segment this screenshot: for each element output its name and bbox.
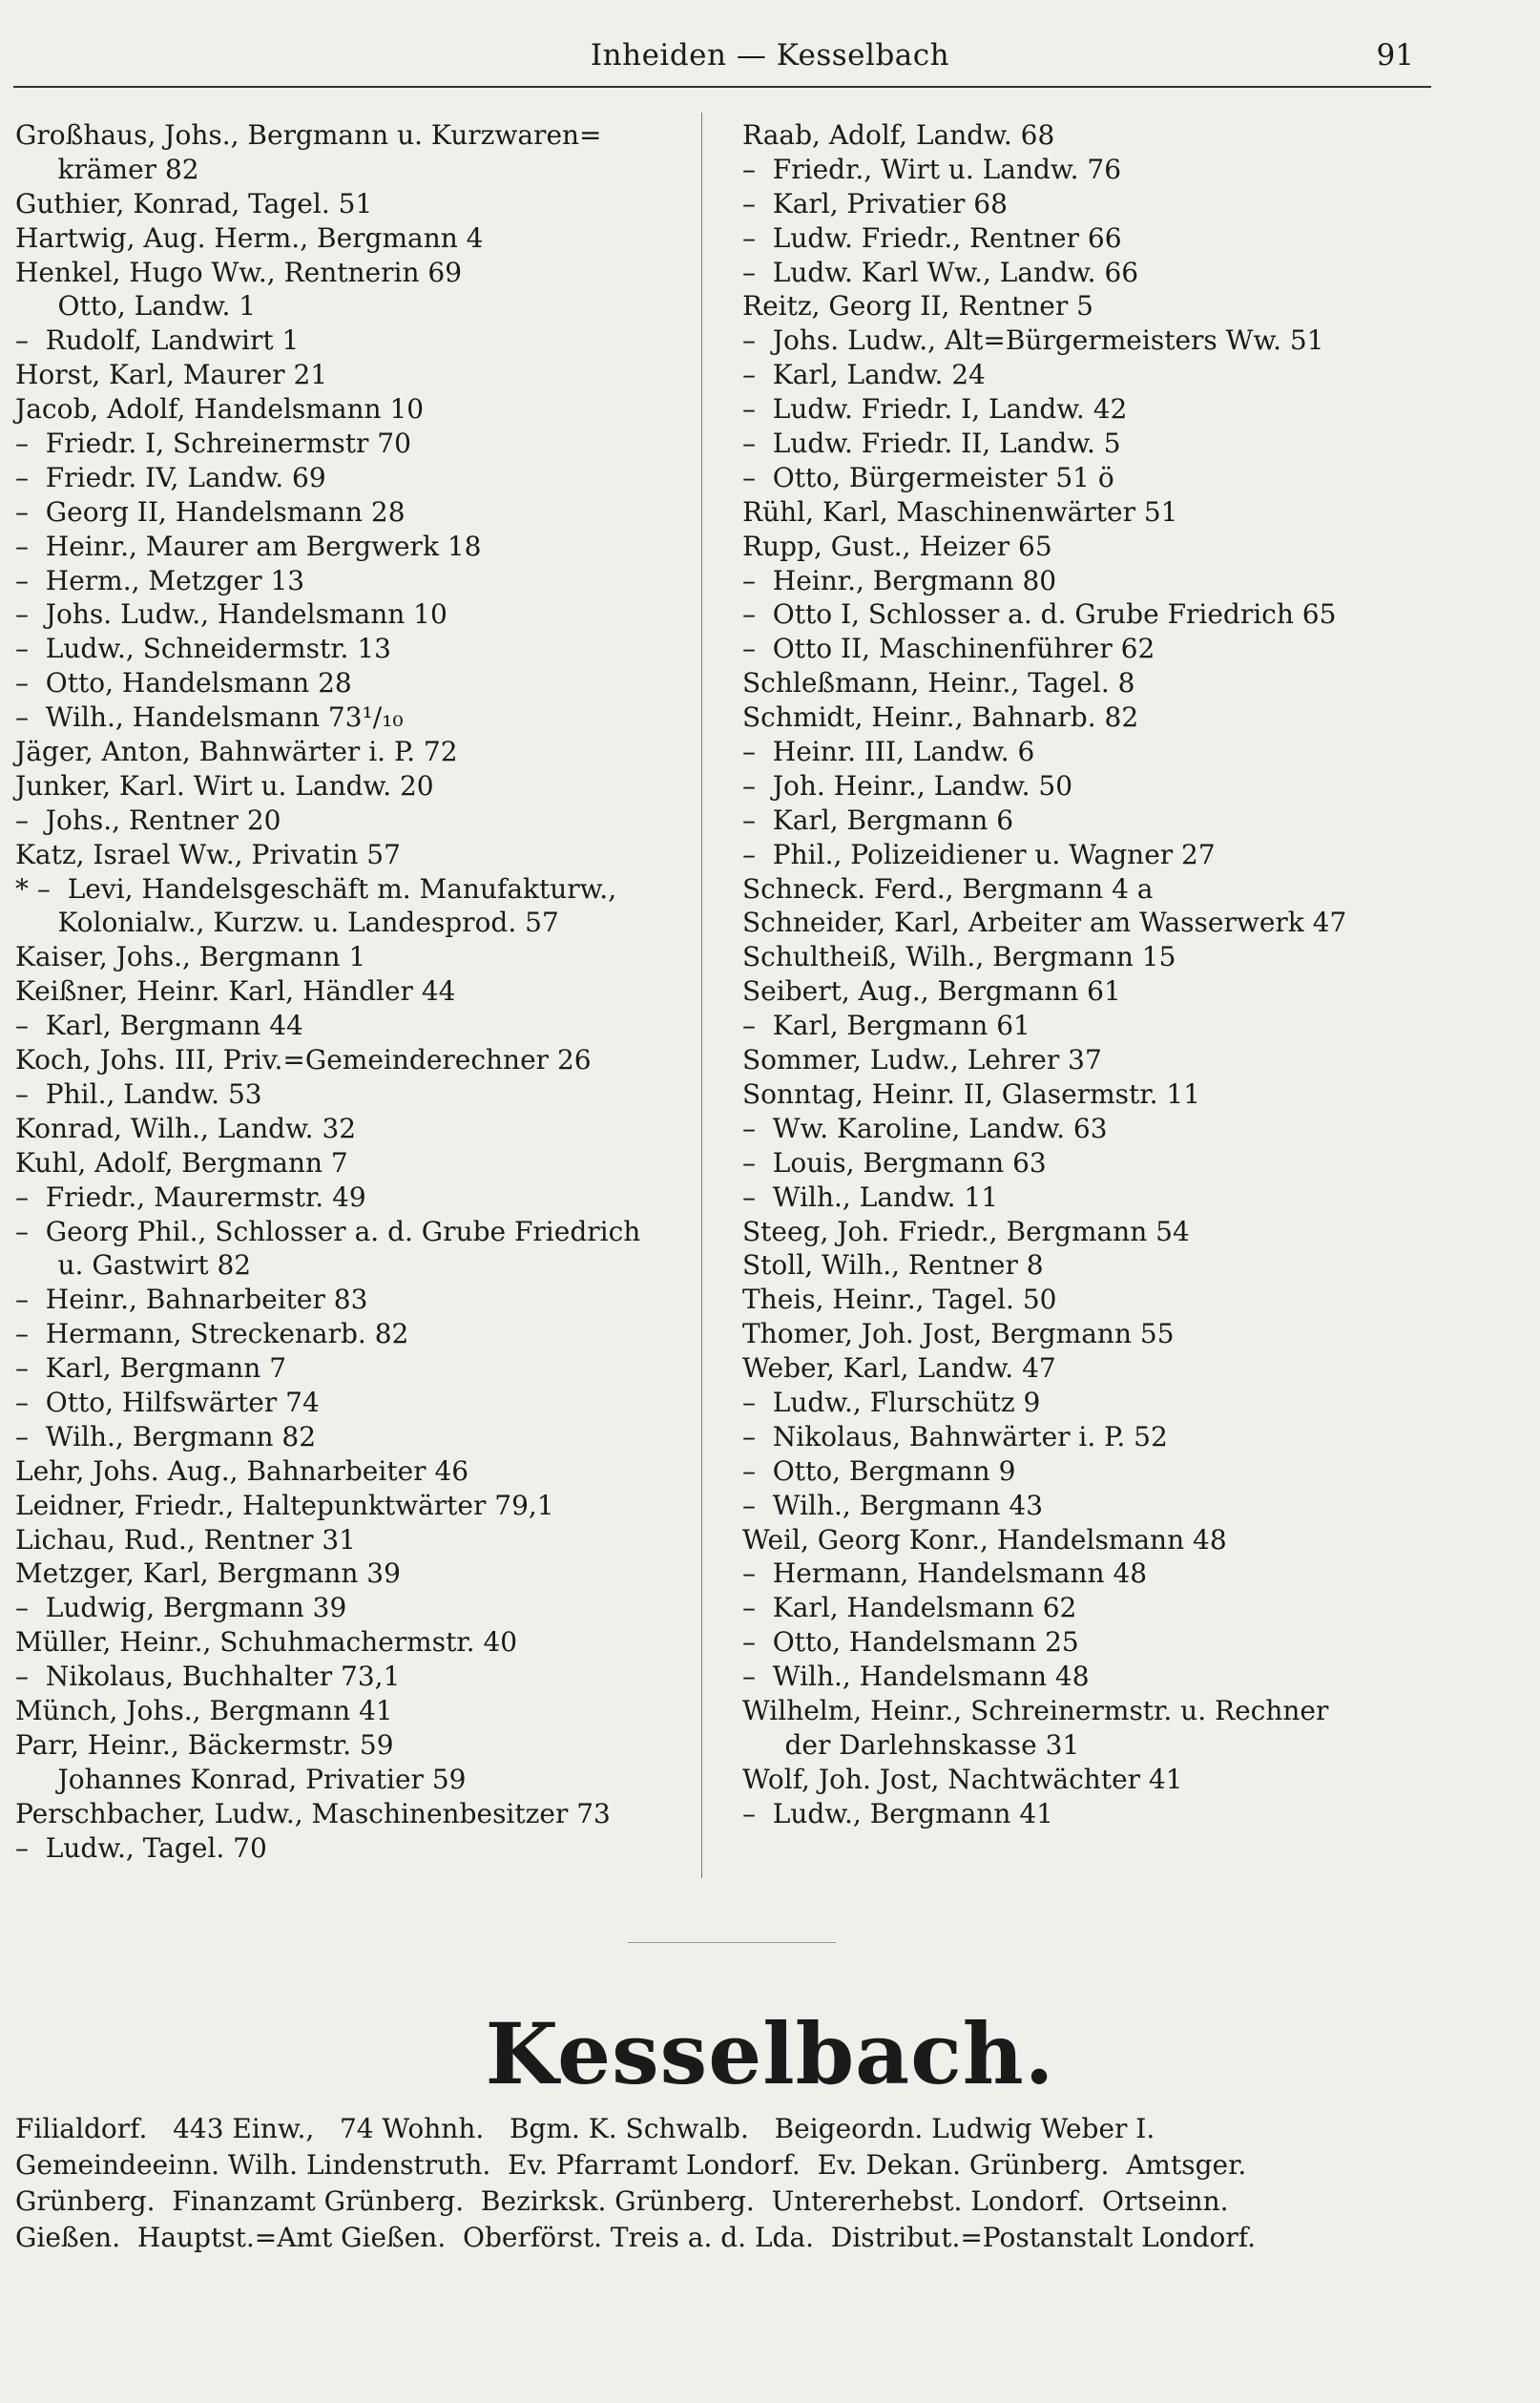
directory-entry: – Friedr. I, Schreinermstr 70	[15, 428, 411, 460]
directory-entry: Kuhl, Adolf, Bergmann 7	[15, 1146, 348, 1179]
directory-entry: – Phil., Polizeidiener u. Wagner 27	[742, 838, 1216, 870]
directory-entry: Sommer, Ludw., Lehrer 37	[742, 1044, 1102, 1076]
directory-entry: – Friedr., Wirt u. Landw. 76	[742, 153, 1122, 185]
directory-entry: Guthier, Konrad, Tagel. 51	[15, 187, 373, 219]
directory-entry: – Rudolf, Landwirt 1	[15, 324, 300, 357]
directory-entry: der Darlehnskasse 31	[742, 1728, 1080, 1761]
directory-entry: – Otto, Handelsmann 25	[742, 1626, 1079, 1659]
directory-entry: – Ludw. Karl Ww., Landw. 66	[742, 256, 1139, 288]
column-divider	[701, 113, 702, 1878]
directory-entry: Thomer, Joh. Jost, Bergmann 55	[742, 1318, 1175, 1350]
directory-entry: – Johs. Ludw., Alt=Bürgermeisters Ww. 51	[742, 324, 1324, 357]
directory-entry: Leidner, Friedr., Haltepunktwärter 79,1	[15, 1489, 554, 1521]
directory-entry: – Johs. Ludw., Handelsmann 10	[15, 598, 447, 631]
directory-entry: Parr, Heinr., Bäckermstr. 59	[15, 1728, 394, 1761]
section-title: Kesselbach.	[485, 2004, 1055, 2103]
directory-entry: – Nikolaus, Bahnwärter i. P. 52	[742, 1420, 1168, 1452]
directory-entry: – Wilh., Handelsmann 73¹/₁₀	[15, 701, 404, 734]
page-header	[0, 38, 1540, 76]
directory-entry: Koch, Johs. III, Priv.=Gemeinderechner 26	[15, 1044, 592, 1076]
directory-entry: Junker, Karl. Wirt u. Landw. 20	[15, 769, 434, 802]
directory-entry: Weil, Georg Konr., Handelsmann 48	[742, 1523, 1227, 1556]
directory-entry: – Hermann, Handelsmann 48	[742, 1557, 1148, 1590]
directory-entry: – Karl, Bergmann 61	[742, 1010, 1030, 1042]
directory-entry: Schneck. Ferd., Bergmann 4 a	[742, 872, 1154, 905]
directory-entry: Kaiser, Johs., Bergmann 1	[15, 941, 366, 973]
section-separator	[628, 1942, 836, 1943]
directory-entry: Hartwig, Aug. Herm., Bergmann 4	[15, 221, 484, 254]
directory-entry: – Ludwig, Bergmann 39	[15, 1592, 347, 1624]
directory-entry: – Johs., Rentner 20	[15, 804, 281, 836]
directory-entry: Weber, Karl, Landw. 47	[742, 1352, 1056, 1385]
directory-entry: – Otto, Hilfswärter 74	[15, 1386, 320, 1418]
directory-entry: – Wilh., Handelsmann 48	[742, 1661, 1090, 1693]
directory-entry: Wilhelm, Heinr., Schreinermstr. u. Rechner	[742, 1694, 1329, 1726]
directory-entry: Schmidt, Heinr., Bahnarb. 82	[742, 701, 1139, 734]
directory-entry: Rupp, Gust., Heizer 65	[742, 530, 1052, 562]
town-info-line: Gießen. Hauptst.=Amt Gießen. Oberförst. Treis a. d. Lda. Distribut.=Postanstalt Londorf.	[15, 2222, 1257, 2253]
directory-entry: – Friedr., Maurermstr. 49	[15, 1181, 366, 1213]
directory-entry: Lehr, Johs. Aug., Bahnarbeiter 46	[15, 1454, 469, 1487]
directory-entry: Perschbacher, Ludw., Maschinenbesitzer 73	[15, 1797, 611, 1829]
directory-entry: – Wilh., Landw. 11	[742, 1181, 999, 1213]
directory-entry: – Heinr., Maurer am Bergwerk 18	[15, 530, 482, 562]
directory-entry: – Ludw. Friedr. II, Landw. 5	[742, 428, 1121, 460]
directory-entry: – Otto, Handelsmann 28	[15, 667, 352, 700]
directory-entry: krämer 82	[15, 153, 199, 185]
directory-entry: Horst, Karl, Maurer 21	[15, 359, 328, 391]
directory-entry: Steeg, Joh. Friedr., Bergmann 54	[742, 1215, 1190, 1247]
directory-entry: Wolf, Joh. Jost, Nachtwächter 41	[742, 1763, 1183, 1795]
directory-entry: – Herm., Metzger 13	[15, 564, 305, 596]
directory-entry: Metzger, Karl, Bergmann 39	[15, 1557, 401, 1590]
directory-entry: – Louis, Bergmann 63	[742, 1146, 1047, 1179]
directory-entry: Großhaus, Johs., Bergmann u. Kurzwaren=	[15, 119, 602, 151]
directory-entry: – Otto, Bergmann 9	[742, 1454, 1016, 1487]
directory-entry: – Otto I, Schlosser a. d. Grube Friedrich 65	[742, 598, 1337, 631]
directory-entry: – Otto II, Maschinenführer 62	[742, 633, 1155, 665]
town-info-line: Gemeindeeinn. Wilh. Lindenstruth. Ev. Pfarramt Londorf. Ev. Dekan. Grünberg. Amtsger.	[15, 2149, 1247, 2181]
directory-entry: Otto, Landw. 1	[15, 290, 257, 323]
directory-entry: Schleßmann, Heinr., Tagel. 8	[742, 667, 1135, 700]
directory-entry: Henkel, Hugo Ww., Rentnerin 69	[15, 256, 463, 288]
directory-entry: Jacob, Adolf, Handelsmann 10	[15, 393, 425, 426]
directory-entry: Reitz, Georg II, Rentner 5	[742, 290, 1093, 323]
directory-entry: – Ludw., Tagel. 70	[15, 1831, 267, 1864]
directory-entry: Kolonialw., Kurzw. u. Landesprod. 57	[15, 907, 559, 939]
directory-entry: Jäger, Anton, Bahnwärter i. P. 72	[15, 736, 458, 768]
directory-entry: Konrad, Wilh., Landw. 32	[15, 1112, 357, 1144]
directory-entry: – Karl, Bergmann 44	[15, 1010, 303, 1042]
town-info-line: Grünberg. Finanzamt Grünberg. Bezirksk. Grünberg. Untererhebst. Londorf. Ortseinn.	[15, 2185, 1229, 2217]
header-rule	[13, 86, 1431, 88]
directory-entry: – Karl, Landw. 24	[742, 359, 986, 391]
directory-entry: – Friedr. IV, Landw. 69	[15, 461, 326, 493]
directory-entry: Schneider, Karl, Arbeiter am Wasserwerk 47	[742, 907, 1347, 939]
directory-entry: – Hermann, Streckenarb. 82	[15, 1318, 409, 1350]
directory-entry: – Heinr., Bahnarbeiter 83	[15, 1284, 368, 1316]
directory-entry: Johannes Konrad, Privatier 59	[15, 1763, 467, 1795]
directory-entry: Raab, Adolf, Landw. 68	[742, 119, 1055, 151]
directory-entry: – Ludw. Friedr., Rentner 66	[742, 221, 1122, 254]
directory-entry: – Ludw., Schneidermstr. 13	[15, 633, 391, 665]
directory-entry: – Nikolaus, Buchhalter 73,1	[15, 1661, 401, 1693]
directory-entry: – Georg Phil., Schlosser a. d. Grube Friedrich	[15, 1215, 641, 1247]
page-number: 91	[1376, 38, 1414, 73]
directory-entry: – Heinr., Bergmann 80	[742, 564, 1057, 596]
directory-entry: Müller, Heinr., Schuhmachermstr. 40	[15, 1626, 518, 1659]
directory-entry: – Ludw., Flurschütz 9	[742, 1386, 1041, 1418]
directory-entry: – Karl, Handelsmann 62	[742, 1592, 1077, 1624]
directory-entry: Katz, Israel Ww., Privatin 57	[15, 838, 401, 870]
directory-entry: – Wilh., Bergmann 43	[742, 1489, 1044, 1521]
directory-entry: – Wilh., Bergmann 82	[15, 1420, 317, 1452]
town-info	[15, 2111, 1446, 2256]
directory-entry: Theis, Heinr., Tagel. 50	[742, 1284, 1057, 1316]
running-title: Inheiden — Kesselbach	[590, 38, 950, 73]
left-column	[15, 118, 697, 1865]
directory-entry: – Ww. Karoline, Landw. 63	[742, 1112, 1108, 1144]
directory-entry: Lichau, Rud., Rentner 31	[15, 1523, 356, 1556]
directory-entry: Schultheiß, Wilh., Bergmann 15	[742, 941, 1176, 973]
directory-entry: – Ludw., Bergmann 41	[742, 1797, 1053, 1829]
directory-entry: – Joh. Heinr., Landw. 50	[742, 769, 1073, 802]
directory-entry: Sonntag, Heinr. II, Glasermstr. 11	[742, 1077, 1201, 1110]
directory-entry: Keißner, Heinr. Karl, Händler 44	[15, 975, 456, 1008]
directory-entry: Seibert, Aug., Bergmann 61	[742, 975, 1121, 1008]
town-info-line: Filialdorf. 443 Einw., 74 Wohnh. Bgm. K. Schwalb. Beigeordn. Ludwig Weber I.	[15, 2113, 1155, 2144]
directory-entry: – Karl, Privatier 68	[742, 187, 1008, 219]
directory-entry: u. Gastwirt 82	[15, 1249, 252, 1282]
directory-entry: Münch, Johs., Bergmann 41	[15, 1694, 393, 1726]
directory-entry: – Heinr. III, Landw. 6	[742, 736, 1035, 768]
directory-entry: – Georg II, Handelsmann 28	[15, 495, 406, 528]
directory-entry: – Phil., Landw. 53	[15, 1077, 262, 1110]
directory-entry: – Otto, Bürgermeister 51 ö	[742, 461, 1114, 493]
directory-entry: – Karl, Bergmann 7	[15, 1352, 287, 1385]
directory-entry: Stoll, Wilh., Rentner 8	[742, 1249, 1044, 1282]
directory-entry: – Ludw. Friedr. I, Landw. 42	[742, 393, 1128, 426]
directory-entry: * – Levi, Handelsgeschäft m. Manufakturw.,	[15, 872, 617, 905]
directory-entry: – Karl, Bergmann 6	[742, 804, 1014, 836]
directory-entry: Rühl, Karl, Maschinenwärter 51	[742, 495, 1178, 528]
right-column	[742, 118, 1448, 1831]
